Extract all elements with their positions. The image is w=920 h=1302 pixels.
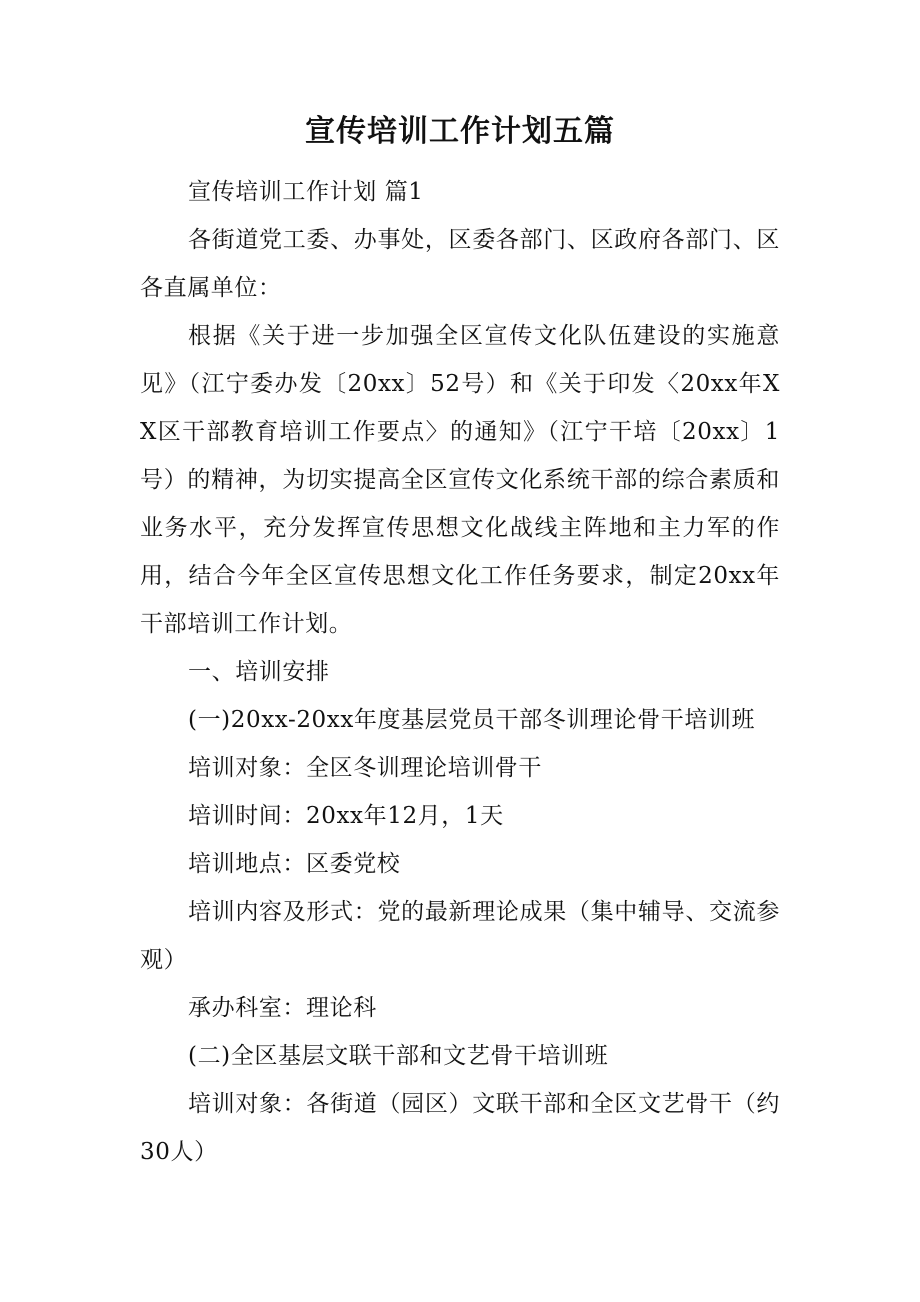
paragraph-course-2-title: (二)全区基层文联干部和文艺骨干培训班 [188,1043,609,1069]
paragraph-course-2-audience: 培训对象：各街道（园区）文联干部和全区文艺骨干（约30人） [140,1091,780,1165]
paragraph-course-1-content: 培训内容及形式：党的最新理论成果（集中辅导、交流参观） [140,899,780,973]
paragraph-section-heading: 宣传培训工作计划 篇1 [188,179,424,205]
paragraph-course-1-title: (一)20xx-20xx年度基层党员干部冬训理论骨干培训班 [188,707,756,733]
paragraph-addressees: 各街道党工委、办事处，区委各部门、区政府各部门、区各直属单位： [140,227,780,301]
paragraph-course-1-office: 承办科室：理论科 [188,995,377,1021]
document-body [140,168,780,1176]
paragraph-part-heading: 一、培训安排 [188,659,330,685]
paragraph-course-1-time: 培训时间：20xx年12月，1天 [188,803,504,829]
paragraph-course-1-location: 培训地点：区委党校 [188,851,401,877]
paragraph-course-1-audience: 培训对象：全区冬训理论培训骨干 [188,755,542,781]
document-title: 宣传培训工作计划五篇 [305,114,615,149]
paragraph-intro: 根据《关于进一步加强全区宣传文化队伍建设的实施意见》（江宁委办发〔20xx〕52号）和《关于印发〈20xx年XX区干部教育培训工作要点〉的通知》（江宁干培〔20xx〕1号）的精神，为切实提高全区宣传文化系统干部的综合素质和业务水平，充分发挥宣传思想文化战线主阵地和主力军的作用，结合今年全区宣传思想文化工作任务要求，制定20xx年干部培训工作计划。 [140,323,780,637]
